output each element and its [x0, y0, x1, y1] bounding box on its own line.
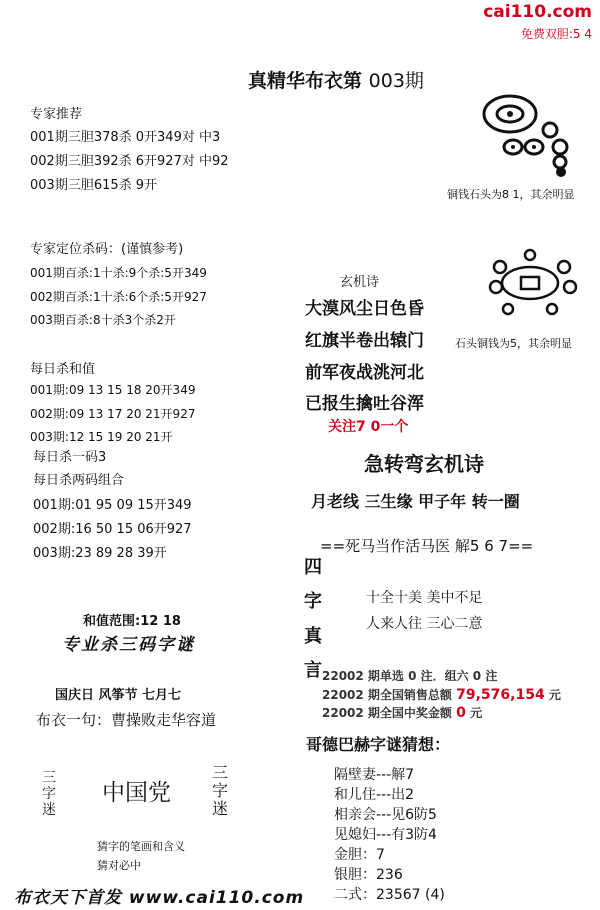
turn-line: 月老线 三生缘 甲子年 转一圈 [311, 492, 520, 511]
sum-range: 和值范围:12 18 [83, 614, 181, 629]
position-line: 001期百杀:1十杀:9个杀:5开349 [30, 266, 207, 280]
riddle-side-right: 三字迷 [212, 763, 229, 818]
festival-line: 国庆日 风筝节 七月七 [55, 688, 182, 703]
stat-value: 0 [456, 705, 466, 721]
poem-line: 前军夜战洮河北 [305, 363, 424, 383]
stat-line [322, 686, 561, 703]
stat-unit: 元 [548, 688, 561, 702]
stat-unit: 元 [470, 706, 483, 720]
goethe-title: 哥德巴赫字谜猜想： [306, 735, 451, 754]
poem-focus: 关注7 0一个 [328, 419, 409, 435]
turn-answer: ==死马当作活马医 解5 6 7== [320, 537, 534, 555]
stat-line: 22002 期单选 0 注．组六 0 注 [322, 669, 498, 683]
four-char: 四 [304, 557, 322, 578]
coin-stone-image-1 [478, 92, 578, 180]
riddle-hint: 猜字的笔画和含义 [97, 840, 185, 853]
position-line: 003期百杀:8十杀3个杀2开 [30, 313, 176, 327]
poem-line: 大漠风尘日色昏 [305, 299, 424, 319]
goethe-line: 隔壁妻---解7 [334, 767, 415, 783]
four-line: 十全十美 美中不足 [366, 590, 483, 606]
riddle-title: 专业杀三码字谜 [62, 635, 195, 655]
stat-line [322, 704, 482, 721]
four-line: 人来人往 三心二意 [366, 616, 483, 632]
site-tag: 免费双胆:5 4 [520, 27, 592, 41]
position-line: 002期百杀:1十杀:6个杀:5开927 [30, 290, 207, 304]
image-caption: 铜钱石头为8 1，其余明显 [447, 188, 575, 201]
onekill: 每日杀一码3 [33, 450, 107, 465]
riddle-hint: 猜对必中 [97, 859, 141, 872]
sumkill-heading: 每日杀和值 [30, 362, 96, 377]
buyi-line: 布衣一句：曹操败走华容道 [36, 711, 217, 729]
riddle-center: 中国党 [102, 780, 171, 806]
goethe-line: 二式：23567 (4) [334, 887, 445, 903]
twokill-line: 001期:01 95 09 15开349 [33, 498, 192, 513]
expert-line: 002期三胆392杀 6开927对 中92 [30, 154, 229, 169]
twokill-heading: 每日杀两码组合 [33, 473, 125, 488]
four-char: 字 [304, 591, 322, 612]
stat-label: 22002 期全国销售总额 [322, 688, 452, 702]
position-heading: 专家定位杀码：(谨慎参考) [30, 242, 184, 257]
title-main: 真精华布衣第 [248, 70, 363, 92]
poem-label: 玄机诗 [340, 275, 380, 290]
goethe-line: 见媳妇---有3防4 [334, 827, 437, 843]
riddle-side-left: 三字迷 [42, 770, 56, 818]
page-title [248, 66, 424, 93]
four-char: 真 [304, 626, 322, 647]
sumkill-line: 002期:09 13 17 20 21开927 [30, 407, 196, 421]
four-char: 言 [304, 660, 322, 681]
twokill-line: 002期:16 50 15 06开927 [33, 522, 192, 537]
title-issue: 003期 [368, 70, 424, 92]
site-url[interactable]: cai110.com [483, 2, 592, 22]
sumkill-line: 003期:12 15 19 20 21开 [30, 430, 173, 444]
image-caption: 石头铜钱为5，其余明显 [455, 337, 572, 350]
stat-value: 79,576,154 [456, 687, 545, 703]
expert-line: 003期三胆615杀 9开 [30, 178, 158, 193]
goethe-line: 和儿住---出2 [334, 787, 415, 803]
poem-line: 红旗半卷出辕门 [305, 331, 424, 351]
turn-title: 急转弯玄机诗 [364, 452, 484, 476]
goethe-line: 相亲会---见6防5 [334, 807, 437, 823]
goethe-line: 银胆：236 [334, 867, 403, 883]
expert-line: 001期三胆378杀 0开349对 中3 [30, 130, 221, 145]
goethe-line: 金胆：7 [334, 847, 385, 863]
stat-label: 22002 期全国中奖金额 [322, 706, 452, 720]
coin-stone-image-2 [478, 245, 588, 323]
footer-url[interactable]: 布衣天下首发 www.cai110.com [14, 888, 305, 908]
poem-line: 已报生擒吐谷浑 [305, 394, 424, 414]
sumkill-line: 001期:09 13 15 18 20开349 [30, 383, 196, 397]
expert-heading: 专家推荐 [30, 107, 83, 122]
twokill-line: 003期:23 89 28 39开 [33, 546, 167, 561]
